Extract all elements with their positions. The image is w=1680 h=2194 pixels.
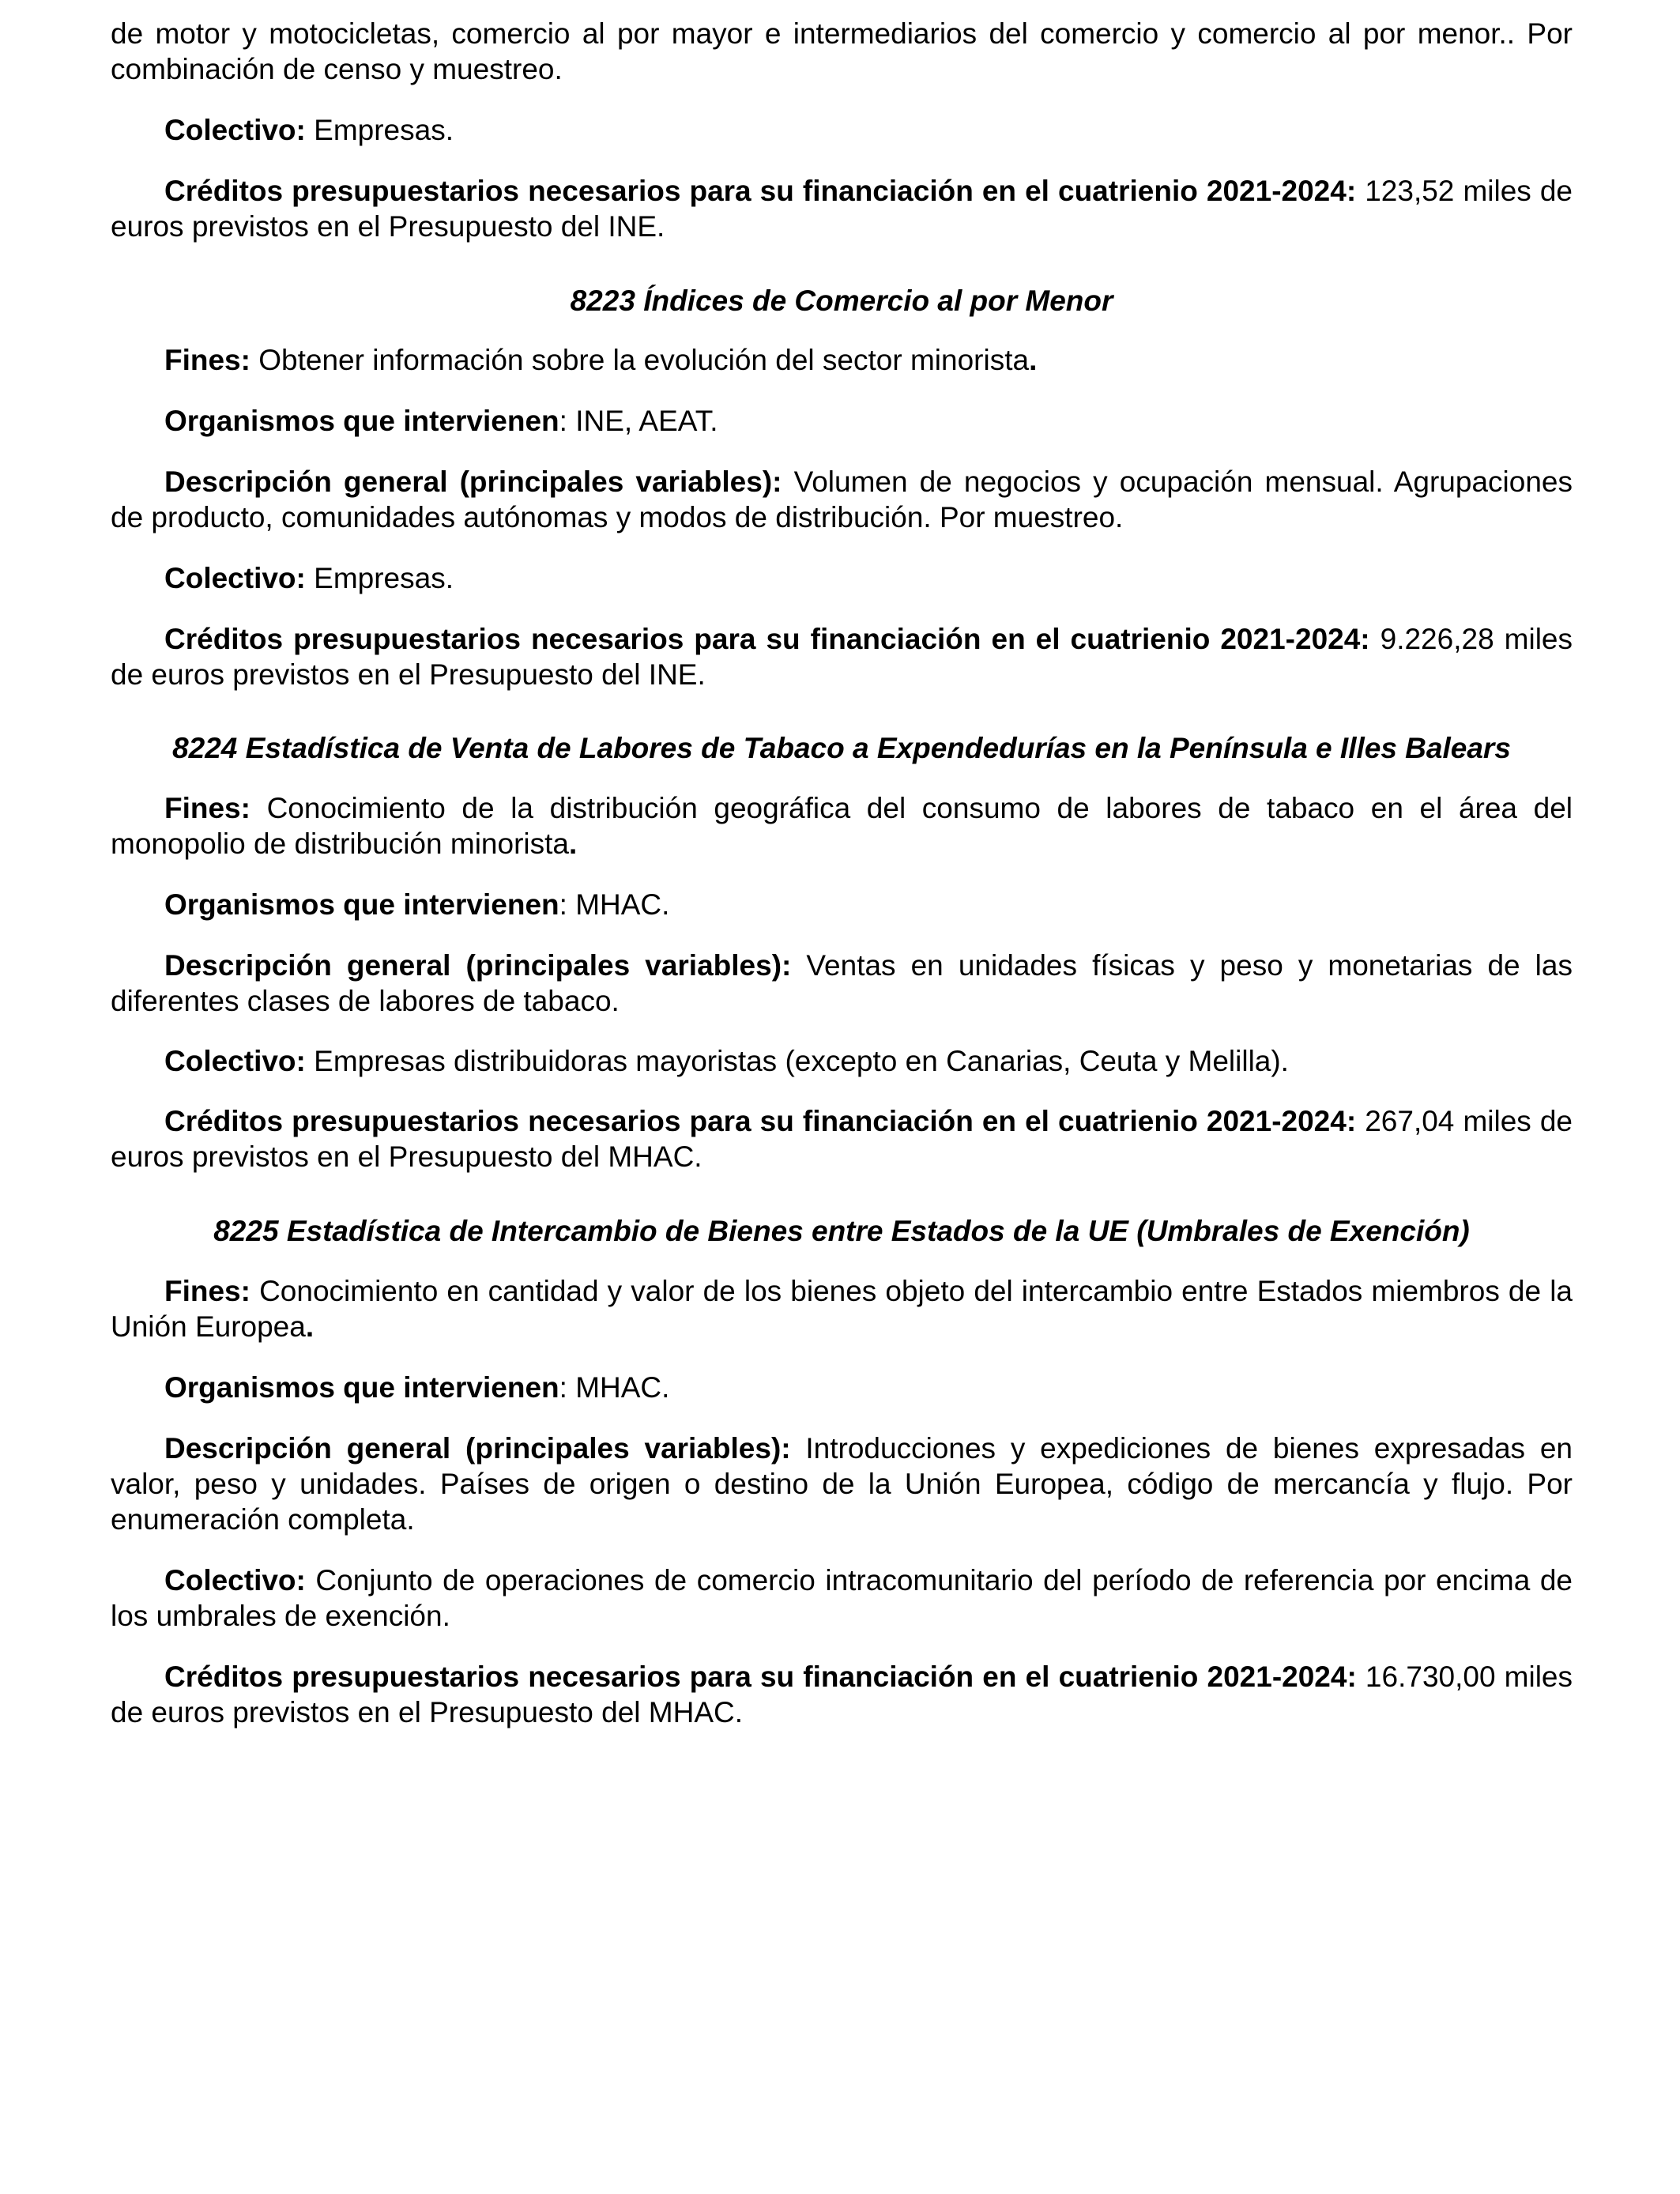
section-title-8225: 8225 Estadística de Intercambio de Bienes entre Estados de la UE (Umbrales de Exención) <box>213 1215 1470 1247</box>
creditos-value: 267,04 miles de euros previstos en el Presupuesto del MHAC. <box>111 1105 1573 1173</box>
fines-value: Obtener información sobre la evolución del sector minorista <box>250 344 1030 376</box>
descripcion-label: Descripción general (principales variables): <box>164 1432 791 1465</box>
organismos-label: Organismos que intervienen <box>164 888 559 921</box>
descripcion-value: Ventas en unidades físicas y peso y monetarias de las diferentes clases de labores de tabaco. <box>111 949 1573 1017</box>
fines-paragraph-8225 <box>111 1273 1573 1344</box>
colectivo-value: Empresas. <box>305 114 454 146</box>
creditos-label: Créditos presupuestarios necesarios para su financiación en el cuatrienio 2021-2024: <box>164 1105 1357 1137</box>
colectivo-value: Conjunto de operaciones de comercio intracomunitario del período de referencia por encima de los umbrales de exención. <box>111 1564 1573 1632</box>
creditos-paragraph-8224 <box>111 1103 1573 1174</box>
fines-paragraph-8223 <box>111 342 1573 378</box>
colectivo-value: Empresas. <box>305 562 454 594</box>
fines-value: Conocimiento de la distribución geográfica del consumo de labores de tabaco en el área del monopolio de distribución minorista <box>111 792 1573 860</box>
organismos-value: MHAC. <box>567 1371 670 1404</box>
fines-paragraph-8224 <box>111 790 1573 861</box>
descripcion-label: Descripción general (principales variables): <box>164 949 792 982</box>
organismos-label: Organismos que intervienen <box>164 1371 559 1404</box>
organismos-colon: : <box>559 1371 567 1404</box>
creditos-value: 9.226,28 miles de euros previstos en el Presupuesto del INE. <box>111 623 1573 691</box>
colectivo-paragraph-8225 <box>111 1563 1573 1634</box>
descripcion-value: Volumen de negocios y ocupación mensual. Agrupaciones de producto, comunidades autónomas y modos de distribución. Por muestreo. <box>111 466 1573 533</box>
creditos-label: Créditos presupuestarios necesarios para su financiación en el cuatrienio 2021-2024: <box>164 175 1357 207</box>
colectivo-paragraph-8223 <box>111 560 1573 596</box>
creditos-paragraph-8225 <box>111 1659 1573 1730</box>
section-title-8223: 8223 Índices de Comercio al por Menor <box>570 285 1113 317</box>
colectivo-paragraph-prev <box>111 112 1573 148</box>
intro-text: de motor y motocicletas, comercio al por mayor e intermediarios del comercio y comercio al por menor.. Por combinación de censo y muestreo. <box>111 17 1573 85</box>
organismos-colon: : <box>559 888 567 921</box>
fines-label: Fines: <box>164 792 250 824</box>
creditos-label: Créditos presupuestarios necesarios para su financiación en el cuatrienio 2021-2024: <box>164 623 1370 655</box>
section-title-8224: 8224 Estadística de Venta de Labores de Tabaco a Expendedurías en la Península e Illes Balears <box>172 732 1511 764</box>
organismos-paragraph-8224 <box>111 887 1573 922</box>
descripcion-value: Introducciones y expediciones de bienes expresadas en valor, peso y unidades. Países de origen o destino de la Unión Europea, código de mercancía y flujo. Por enumeración completa. <box>111 1432 1573 1536</box>
creditos-paragraph-8223 <box>111 621 1573 692</box>
descripcion-paragraph-8225 <box>111 1431 1573 1537</box>
colectivo-paragraph-8224 <box>111 1043 1573 1079</box>
creditos-paragraph-prev <box>111 173 1573 244</box>
organismos-label: Organismos que intervienen <box>164 405 559 437</box>
colectivo-label: Colectivo: <box>164 114 306 146</box>
creditos-label: Créditos presupuestarios necesarios para su financiación en el cuatrienio 2021-2024: <box>164 1661 1357 1693</box>
fines-end: . <box>1029 344 1038 376</box>
organismos-colon: : <box>559 405 567 437</box>
intro-paragraph <box>111 16 1573 87</box>
organismos-value: MHAC. <box>567 888 670 921</box>
descripcion-paragraph-8223 <box>111 464 1573 535</box>
organismos-value: INE, AEAT. <box>567 405 718 437</box>
creditos-value: 16.730,00 miles de euros previstos en el Presupuesto del MHAC. <box>111 1661 1573 1728</box>
fines-label: Fines: <box>164 344 250 376</box>
organismos-paragraph-8225 <box>111 1370 1573 1405</box>
fines-value: Conocimiento en cantidad y valor de los bienes objeto del intercambio entre Estados miembros de la Unión Europea <box>111 1275 1573 1343</box>
fines-label: Fines: <box>164 1275 250 1307</box>
fines-end: . <box>568 827 578 860</box>
creditos-value: 123,52 miles de euros previstos en el Presupuesto del INE. <box>111 175 1573 243</box>
fines-end: . <box>305 1310 315 1343</box>
colectivo-label: Colectivo: <box>164 562 306 594</box>
descripcion-label: Descripción general (principales variables): <box>164 466 782 498</box>
colectivo-label: Colectivo: <box>164 1564 306 1596</box>
colectivo-label: Colectivo: <box>164 1045 306 1077</box>
organismos-paragraph-8223 <box>111 403 1573 439</box>
colectivo-value: Empresas distribuidoras mayoristas (excepto en Canarias, Ceuta y Melilla). <box>305 1045 1289 1077</box>
descripcion-paragraph-8224 <box>111 948 1573 1019</box>
